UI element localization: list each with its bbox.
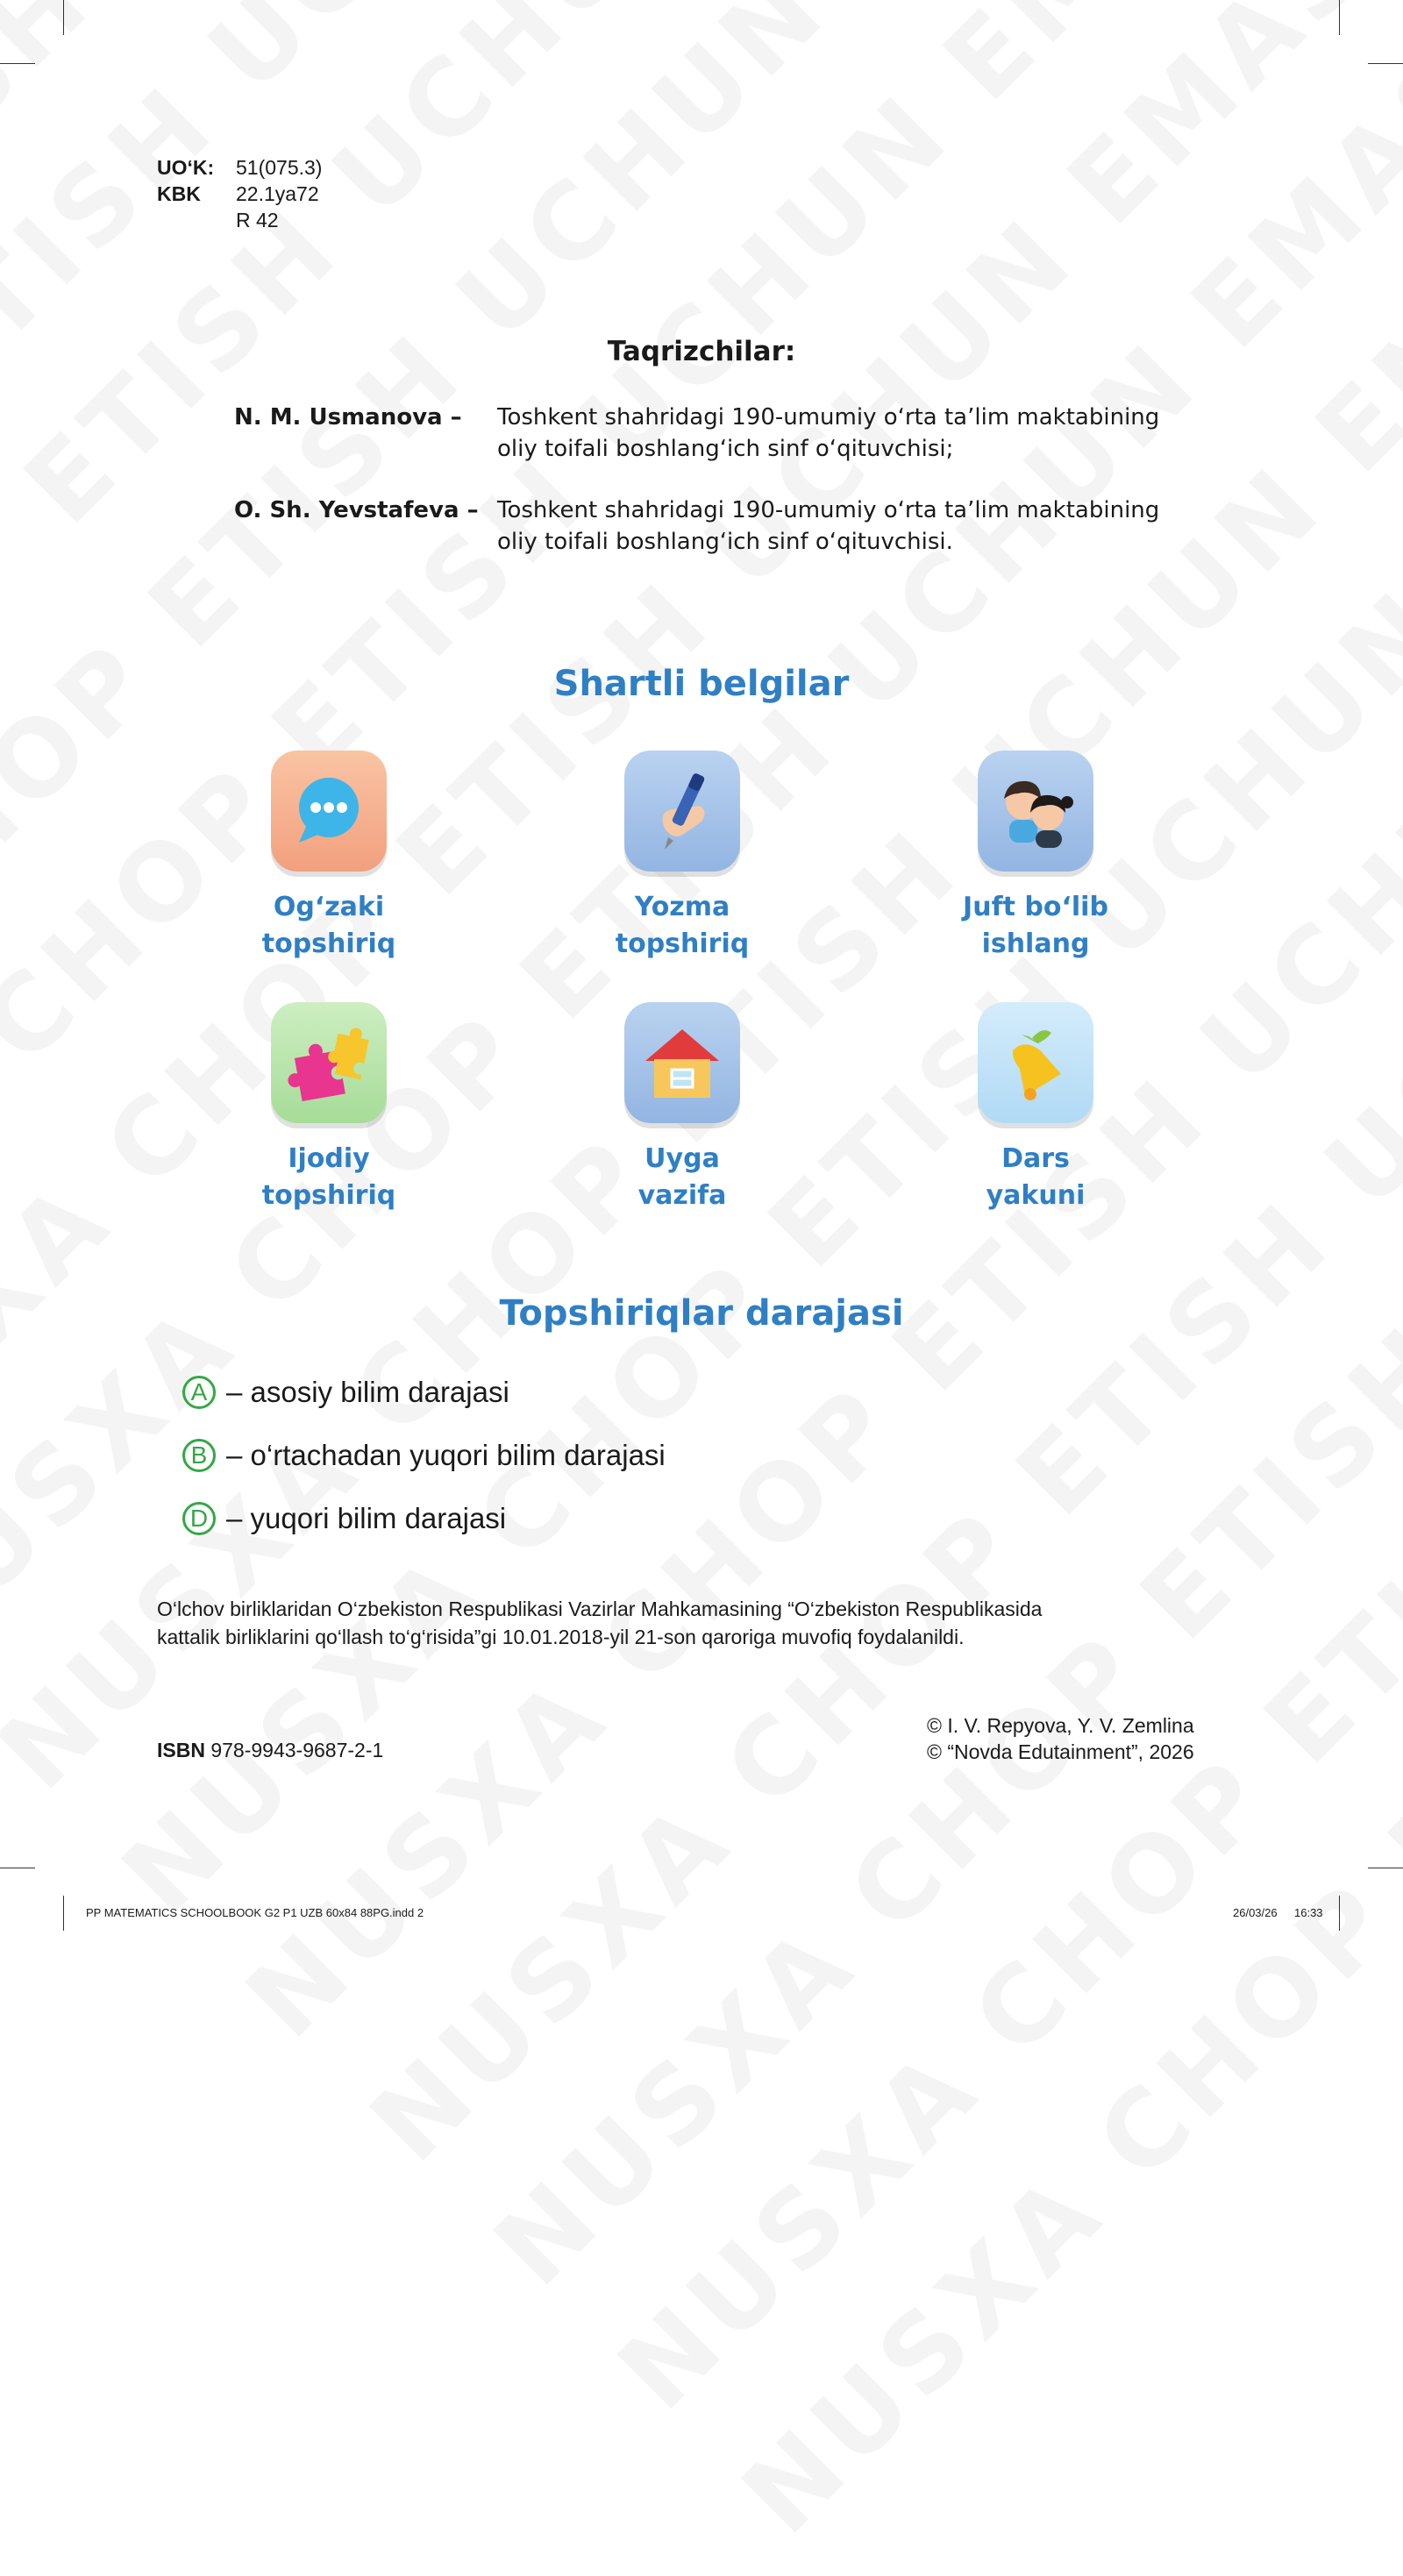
reviewer-desc-line: Toshkent shahridagi 190-umumiy o‘rta ta’lim maktabining [497,404,1160,431]
legend-pair-work [904,751,1167,963]
legend-label: Yozma [634,892,730,922]
legend-oral-task [197,751,460,963]
isbn [157,1739,383,1762]
level-text: – yuqori bilim darajasi [226,1502,507,1534]
footer-time: 16:33 [1294,1906,1323,1919]
legend-label: Juft bo‘lib [963,892,1108,922]
reviewer-entry [234,495,1199,558]
udk-value: 51(075.3) [236,156,323,179]
legend-label: Ijodiy [288,1143,370,1174]
legend-label: vazifa [637,1180,727,1211]
isbn-value: 978-9943-9687-2-1 [210,1739,384,1761]
level-badge: B [182,1439,216,1472]
legend-written-task [551,751,814,963]
levels-title: Topshiriqlar darajasi [499,1293,904,1334]
bbk-value: 22.1ya72 [236,182,319,205]
puzzle-icon [271,1002,387,1123]
legend-label: topshiriq [261,1180,396,1211]
level-badge: A [182,1376,216,1409]
reviewer-entry [234,402,1199,465]
legend-label: topshiriq [615,929,750,959]
bell-icon [978,1002,1093,1123]
reviewer-name: O. Sh. Yevstafeva – [234,497,479,523]
level-item [182,1439,666,1472]
copyright-line: © “Novda Edutainment”, 2026 [927,1740,1194,1763]
legend-lesson-end [904,1002,1167,1214]
legend-label: Dars [1001,1143,1070,1174]
note-line: O‘lchov birliklaridan O‘zbekiston Respublikasi Vazirlar Mahkamasining “O‘zbekiston Respublikasida [157,1598,1043,1620]
legend-label: topshiriq [261,929,396,959]
note-line: kattalik birliklarini qo‘llash to‘g‘risida”gi 10.01.2018-yil 21-son qaroriga muvofiq foydalanildi. [157,1626,965,1648]
footer-file: PP MATEMATICS SCHOOLBOOK G2 P1 UZB 60x84 88PG.indd 2 [86,1906,424,1919]
pair-children-icon [978,751,1093,872]
level-badge: D [182,1502,216,1535]
units-note [157,1595,1209,1651]
legend-title: Shartli belgilar [553,664,850,704]
legend-label: Og‘zaki [273,892,385,922]
reviewer-desc-line: Toshkent shahridagi 190-umumiy o‘rta ta’lim maktabining [497,497,1160,523]
level-item [182,1502,506,1535]
level-text: – asosiy bilim darajasi [226,1376,509,1408]
pen-hand-icon [624,751,740,872]
legend-label: ishlang [981,929,1090,959]
catalog-codes [157,154,322,233]
author-code: R 42 [236,209,279,231]
footer-date: 26/03/26 [1233,1906,1278,1919]
bbk-label: KBK [157,182,201,205]
legend-creative-task [197,1002,460,1214]
house-icon [624,1002,740,1123]
speech-bubble-icon [271,751,387,872]
reviewer-desc-line: oliy toifali boshlang‘ich sinf o‘qituvchisi. [497,529,953,555]
level-item [182,1376,509,1409]
level-text: – o‘rtachadan yuqori bilim darajasi [226,1439,666,1471]
legend-label: Uyga [645,1143,720,1174]
legend-label: yakuni [986,1180,1086,1211]
copyright-line: © I. V. Repyova, Y. V. Zemlina [927,1714,1194,1737]
udk-label: UO‘K: [157,156,215,179]
legend-homework [551,1002,814,1214]
reviewer-desc-line: oliy toifali boshlang‘ich sinf o‘qituvchisi; [497,436,954,462]
reviewer-name: N. M. Usmanova – [234,404,462,431]
reviewers-title: Taqrizchilar: [607,336,796,367]
copyright [927,1712,1194,1765]
isbn-label: ISBN [157,1739,205,1761]
